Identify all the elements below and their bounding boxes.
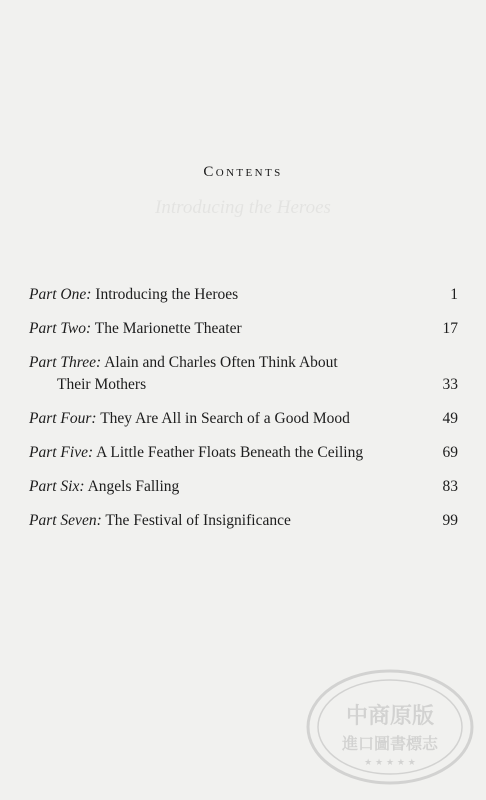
part-label: Part Three: <box>29 354 102 371</box>
toc-entry-part-four <box>29 408 458 430</box>
page-number: 1 <box>450 286 458 303</box>
toc-entry-part-five <box>29 442 458 464</box>
part-label: Part Four: <box>29 410 97 427</box>
embossed-seal-watermark <box>305 667 475 787</box>
seal-line-1: 中商原版 <box>345 704 435 729</box>
show-through-text: Introducing the Heroes <box>155 197 331 218</box>
seal-line-2: 進口圖書標志 <box>341 734 439 753</box>
chapter-title: Introducing the Heroes <box>95 286 239 303</box>
page-number: 69 <box>442 444 458 461</box>
toc-entry-part-two <box>29 318 458 340</box>
toc-entry-part-six <box>29 476 458 498</box>
page-number: 83 <box>442 478 458 495</box>
table-of-contents <box>29 284 458 544</box>
part-label: Part One: <box>29 286 92 303</box>
chapter-title: Alain and Charles Often Think About <box>104 354 338 371</box>
toc-entry-part-three <box>29 352 458 396</box>
toc-entry-part-seven <box>29 510 458 532</box>
chapter-title: Angels Falling <box>87 478 180 495</box>
chapter-title: They Are All in Search of a Good Mood <box>100 410 350 427</box>
chapter-title: A Little Feather Floats Beneath the Ceiling <box>96 444 364 461</box>
contents-heading: Contents <box>203 164 283 180</box>
part-label: Part Six: <box>29 478 85 495</box>
part-label: Part Five: <box>29 444 94 461</box>
seal-stars: ★ ★ ★ ★ ★ <box>364 758 416 768</box>
page-number: 99 <box>442 512 458 529</box>
chapter-title-continued: Their Mothers <box>57 376 147 393</box>
part-label: Part Two: <box>29 320 92 337</box>
part-label: Part Seven: <box>29 512 102 529</box>
page-number: 49 <box>442 410 458 427</box>
toc-entry-part-one <box>29 284 458 306</box>
page-number: 33 <box>442 376 458 393</box>
chapter-title: The Marionette Theater <box>94 320 242 337</box>
chapter-title: The Festival of Insignificance <box>105 512 291 529</box>
page-number: 17 <box>442 320 458 337</box>
